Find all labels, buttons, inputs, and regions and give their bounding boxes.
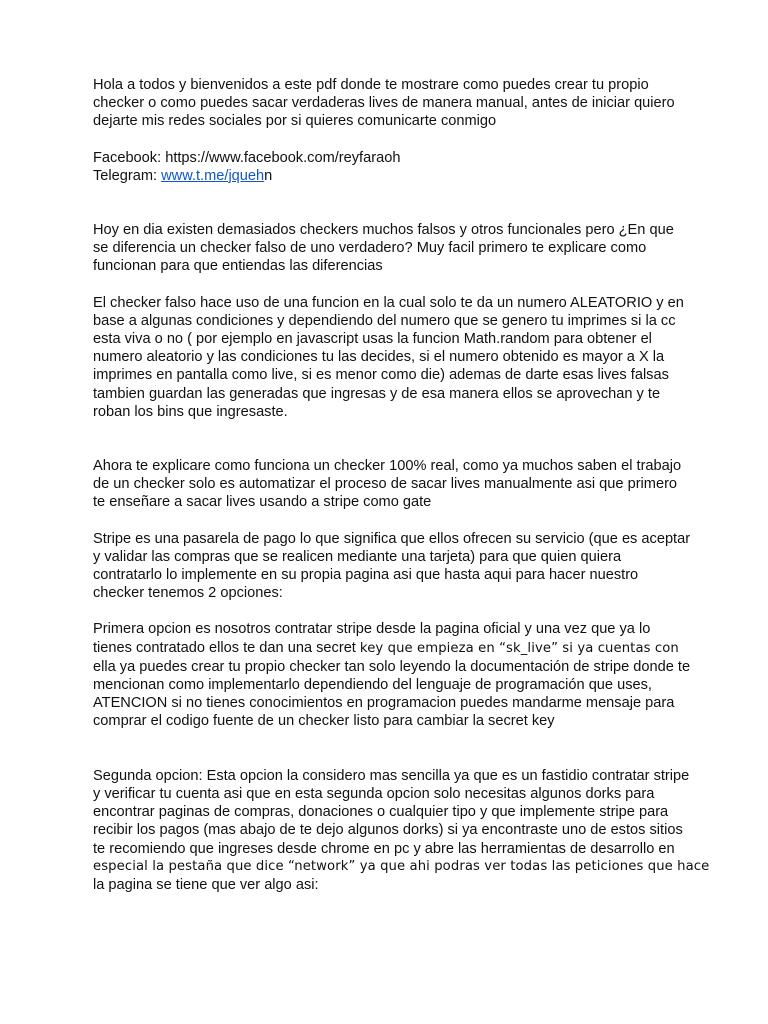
first-option-paragraph [93, 620, 691, 730]
text-line: numero aleatorio y las condiciones tu las decides, si el numero obtenido es mayor a X la [93, 349, 665, 366]
text-line: recibir los pagos (mas abajo de te dejo algunos dorks) si ya encontraste uno de estos sitios [93, 822, 683, 839]
text-line: Ahora te explicare como funciona un checker 100% real, como ya muchos saben el trabajo [93, 458, 682, 475]
text-segment: tienes contratado ellos te dan una secret [93, 639, 360, 656]
text-line: y verificar tu cuenta asi que en esta segunda opcion solo necesitas algunos dorks para [93, 785, 655, 802]
text-line: dejarte mis redes sociales por si quieres comunicarte conmigo [93, 113, 497, 130]
text-segment-alt-font: key que empieza en “sk_live” si ya cuentas con [359, 640, 679, 656]
text-line: El checker falso hace uso de una funcion en la cual solo te da un numero ALEATORIO y en [93, 294, 684, 311]
text-line: ella ya puedes crear tu propio checker tan solo leyendo la documentación de stripe donde te [93, 658, 691, 675]
text-line: contratarlo lo implemente en su propia pagina asi que hasta aqui para hacer nuestro [93, 567, 639, 584]
text-line: y validar las compras que se realicen mediante una tarjeta) para que quien quiera [93, 548, 622, 565]
text-line: comprar el codigo fuente de un checker listo para cambiar la secret key [93, 713, 555, 730]
text-line: tambien guardan las generadas que ingresas y de esa manera ellos se aprovechan y te [93, 385, 661, 402]
text-line: te enseñare a sacar lives usando a stripe como gate [93, 494, 432, 511]
text-line: roban los bins que ingresaste. [93, 403, 288, 420]
text-line: Hola a todos y bienvenidos a este pdf donde te mostrare como puedes crear tu propio [93, 77, 649, 93]
text-line: te recomiendo que ingreses desde chrome en pc y abre las herramientas de desarrollo en [93, 840, 675, 857]
real-checker-paragraph [93, 457, 683, 512]
telegram-suffix: n [264, 167, 273, 184]
telegram-label: Telegram: [93, 167, 162, 184]
text-line: esta viva o no ( por ejemplo en javascript usas la funcion Math.random para obtener el [93, 331, 652, 348]
text-line: la pagina se tiene que ver algo asi: [93, 876, 319, 893]
intro-paragraph [93, 76, 683, 131]
text-line: de un checker solo es automatizar el proceso de sacar lives manualmente asi que primero [93, 476, 678, 493]
document-body [93, 76, 710, 912]
fake-checker-paragraph [93, 294, 683, 421]
text-line-alt-font: especial la pestaña que dice “network” ya que ahi podras ver todas las peticiones que hace [93, 858, 710, 874]
text-line: imprimes en pantalla como live, si es menor como die) ademas de darte esas lives falsas [93, 367, 669, 384]
telegram-line [93, 167, 683, 185]
text-line: ATENCION si no tienes conocimientos en programacion puedes mandarme mensaje para [93, 695, 675, 712]
text-line: checker tenemos 2 opciones: [93, 585, 283, 602]
facebook-line [93, 149, 683, 167]
checkers-paragraph [93, 221, 683, 276]
telegram-link[interactable]: www.t.me/jqueh [161, 167, 265, 184]
text-line: mencionan como implementarlo dependiendo del lenguaje de programación que uses, [93, 677, 652, 694]
text-line: se diferencia un checker falso de uno verdadero? Muy facil primero te explicare como [93, 240, 647, 257]
text-line [93, 639, 683, 658]
second-option-paragraph [93, 767, 710, 894]
text-line: checker o como puedes sacar verdaderas lives de manera manual, antes de iniciar quiero [93, 95, 675, 112]
text-line: funcionan para que entiendas las diferencias [93, 258, 383, 275]
text-line: Stripe es una pasarela de pago lo que significa que ellos ofrecen su servicio (que es aceptar [93, 530, 691, 547]
stripe-paragraph [93, 530, 691, 603]
text-line: encontrar paginas de compras, donaciones o cualquier tipo y que implemente stripe para [93, 804, 669, 821]
contacts-block [93, 149, 683, 185]
text-line: Primera opcion es nosotros contratar stripe desde la pagina oficial y una vez que ya lo [93, 621, 651, 638]
text-line: base a algunas condiciones y dependiendo del numero que se genero tu imprimes si la cc [93, 312, 676, 329]
text-line: Hoy en dia existen demasiados checkers muchos falsos y otros funcionales pero ¿En que [93, 222, 674, 239]
facebook-url: https://www.facebook.com/reyfaraoh [165, 149, 401, 166]
facebook-label: Facebook: [93, 149, 166, 166]
text-line: Segunda opcion: Esta opcion la considero mas sencilla ya que es un fastidio contratar stripe [93, 767, 690, 784]
